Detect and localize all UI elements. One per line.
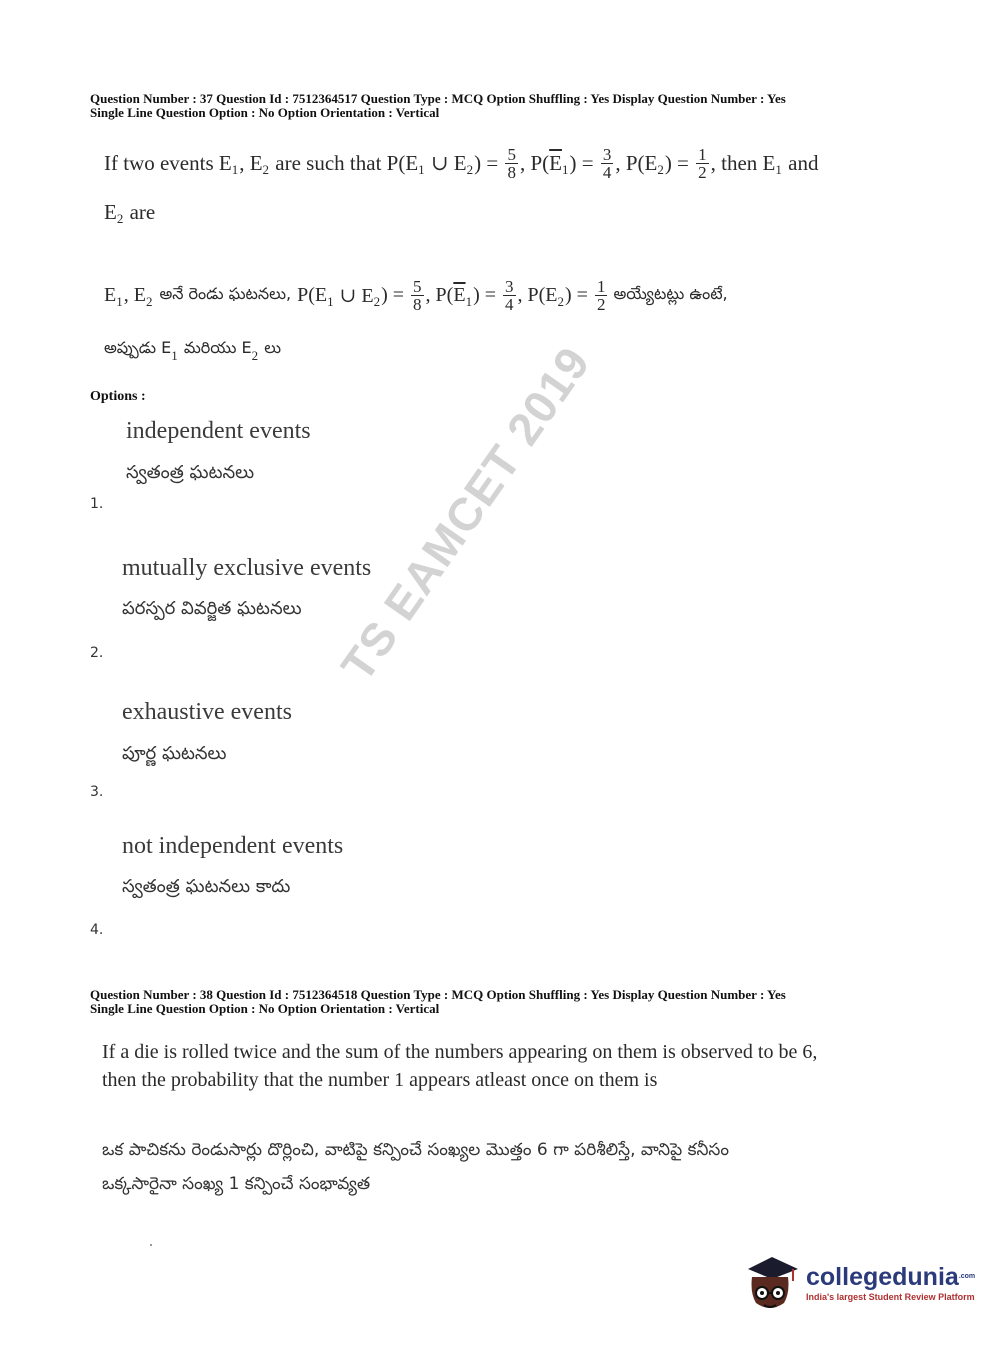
logo-brand: collegedunia$^{.com}$ <box>806 1263 976 1291</box>
options-label: Options : <box>90 389 146 404</box>
fraction-1-2-te: $\frac{1}{2}$ <box>596 277 606 314</box>
fraction-5-8: $\frac{5}{8}$ <box>507 145 516 182</box>
q37-meta-line1: Question Number : 37 Question Id : 7512364517 Question Type : MCQ Option Shuffling : Yes Display Question Number : Yes <box>90 91 786 106</box>
q37-question-en-line2: E 2 are <box>104 200 156 226</box>
option-1-te: స్వతంత్ర ఘటనలు <box>126 462 255 483</box>
logo-tagline: India's largest Student Review Platform <box>806 1292 975 1302</box>
q38-question-te-line1: ఒక పాచికను రెండుసార్లు దొర్లించి, వాటిపై కన్పించే సంఖ్యల మొత్తం 6 గా పరిశీలిస్తే, వానిపై కనీసం <box>102 1140 729 1160</box>
q37-question-te-line2: అప్పుడు E 1 మరియు E 2 లు <box>104 338 282 363</box>
fraction-5-8-te: $\frac{5}{8}$ <box>413 277 422 314</box>
mascot-icon <box>742 1253 800 1313</box>
fraction-3-4: $\frac{3}{4}$ <box>602 145 612 182</box>
q37-question-en-line1: If two events E 1 , E 2 are such that P(E 1 ∪ E 2 ) = $\frac{5}{8}$ , P( $\overline{E}$ 1 ) = $\frac{3}{4}$ , P(E 2 ) = $\frac{1}{2}$ , then E 1 and <box>104 145 819 182</box>
watermark: TS EAMCET 2019 <box>330 337 600 691</box>
option-1-en: independent events <box>126 418 311 444</box>
option-1-number: 1. <box>90 496 104 512</box>
option-2-te: పరస్పర వివర్జిత ఘటనలు <box>122 598 302 619</box>
fraction-3-4-te: $\frac{3}{4}$ <box>505 277 514 314</box>
option-3-te: పూర్ణ ఘటనలు <box>122 743 227 764</box>
q38-question-en-line2: then the probability that the number 1 appears atleast once on them is <box>102 1069 658 1091</box>
stray-dot <box>150 1244 152 1246</box>
q38-question-te-line2: ఒక్కసారైనా సంఖ్య 1 కన్పించే సంభావ్యత <box>102 1174 371 1194</box>
option-3-number: 3. <box>90 784 104 800</box>
q37-meta-line2: Single Line Question Option : No Option Orientation : Vertical <box>90 105 440 120</box>
option-4-en: not independent events <box>122 833 344 859</box>
option-3-en: exhaustive events <box>122 699 292 725</box>
q37-question-te-line1: E 1 , E 2 అనే రెండు ఘటనలు, P(E 1 ∪ E 2 ) = $\frac{5}{8}$ , P( $\overline{E}$ 1 ) = $\frac{3}{4}$ , P(E 2 ) = $\frac{1}{2}$ అయ్యేటట్లు ఉంటే, <box>104 277 728 314</box>
q38-meta-line1: Question Number : 38 Question Id : 7512364518 Question Type : MCQ Option Shuffling : Yes Display Question Number : Yes <box>90 987 786 1002</box>
option-2-en: mutually exclusive events <box>122 555 372 581</box>
q38-meta-line2: Single Line Question Option : No Option Orientation : Vertical <box>90 1001 440 1016</box>
option-4-te: స్వతంత్ర ఘటనలు కాదు <box>122 876 291 897</box>
collegedunia-logo <box>742 1248 976 1318</box>
option-4-number: 4. <box>90 922 104 938</box>
option-2-number: 2. <box>90 645 104 661</box>
q38-question-en-line1: If a die is rolled twice and the sum of the numbers appearing on them is observed to be 6, <box>102 1041 818 1063</box>
fraction-1-2: $\frac{1}{2}$ <box>698 145 707 182</box>
